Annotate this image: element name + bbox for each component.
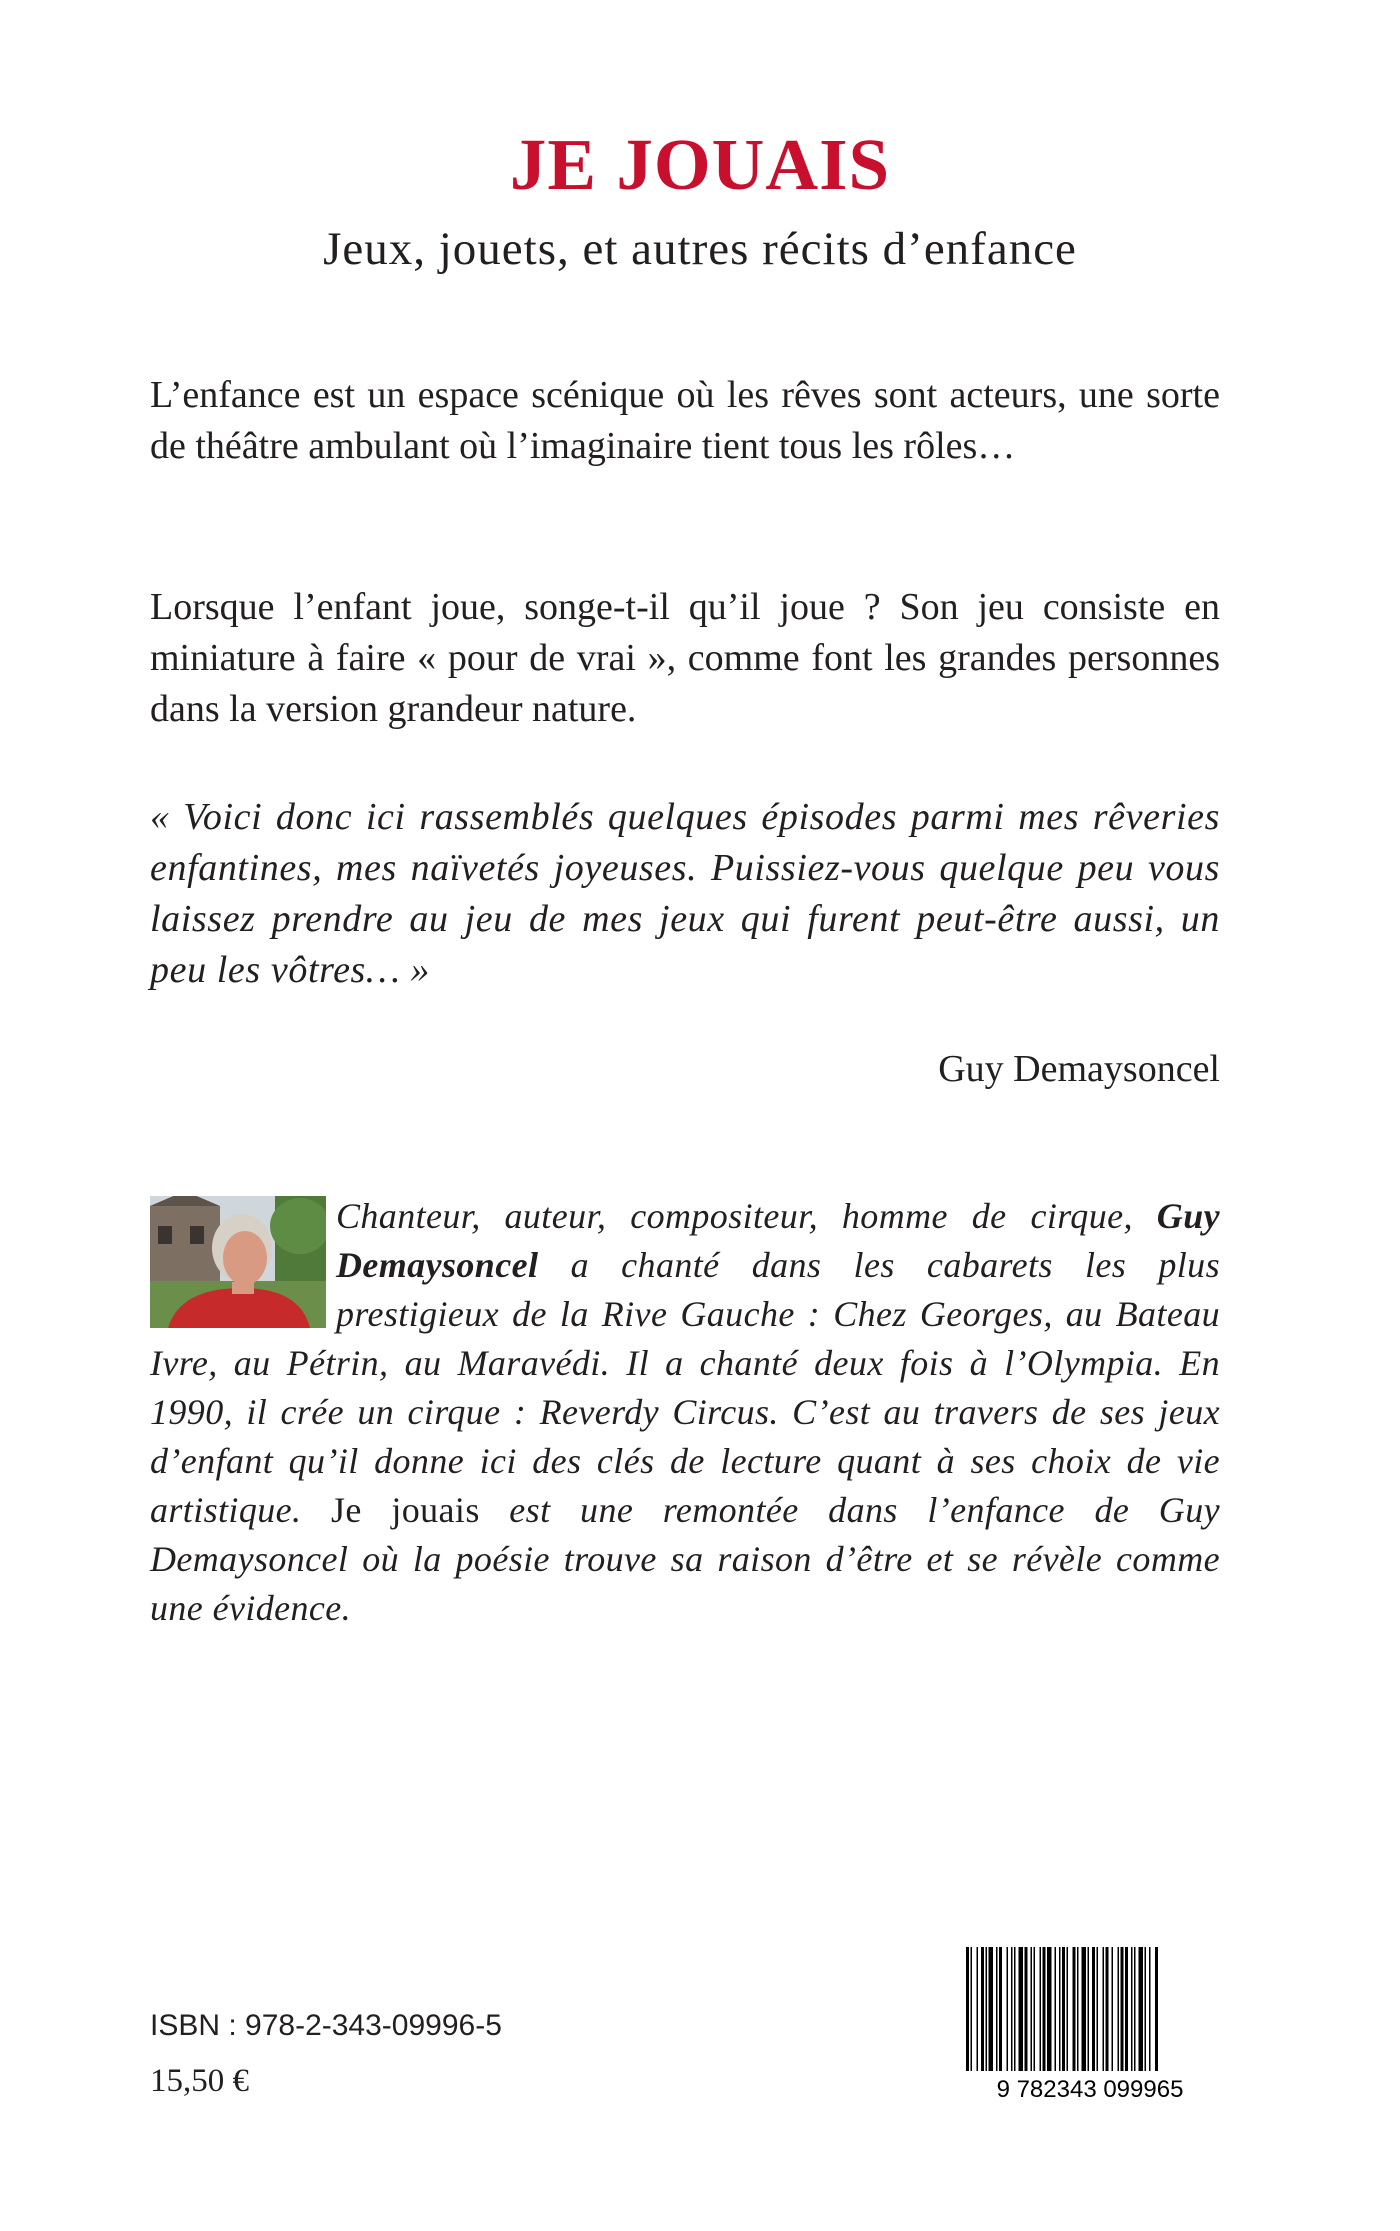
barcode-bar — [1092, 1947, 1095, 2071]
barcode-bar — [1118, 1947, 1120, 2071]
barcode-bar — [1011, 1947, 1013, 2071]
barcode-number: 9 782343 099965 — [996, 2076, 1184, 2103]
barcode-bar — [1031, 1947, 1033, 2071]
second-paragraph: Lorsque l’enfant joue, songe-t-il qu’il joue ? Son jeu consiste en miniature à faire « pour de vrai », comme font les grandes personnes dans la version grandeur nature. — [150, 586, 1220, 730]
book-title: JE JOUAIS — [509, 124, 891, 205]
barcode-bar — [1034, 1947, 1036, 2071]
barcode-bar — [1047, 1947, 1052, 2071]
barcode-bar — [1131, 1947, 1133, 2071]
bio-text-2: a chanté dans les cabarets les plus prestigieux de la Rive Gauche : Chez Georges, au Bateau Ivre, au Pétrin, au Maravédi. Il a chanté deux fois à l’Olympia. En 1990, il crée un cirque : Reverdy Circus. C’est au travers de ses jeux d’enfant qu’il donne ici des clés de lecture quant à ses choix de vie artistique. — [150, 1245, 1220, 1530]
barcode-bar — [1155, 1947, 1158, 2071]
author-photo — [150, 1196, 326, 1328]
barcode-bar — [966, 1947, 969, 2071]
barcode-bar — [1055, 1947, 1057, 2071]
barcode-bar — [1106, 1947, 1109, 2071]
barcode-bar — [1067, 1947, 1069, 2071]
barcode-bar — [977, 1947, 979, 2071]
barcode-bar — [1007, 1947, 1009, 2071]
barcode-bar — [1019, 1947, 1024, 2071]
barcode-bar — [1082, 1947, 1087, 2071]
barcode-bar — [981, 1947, 984, 2071]
barcode-bar — [1125, 1947, 1128, 2071]
barcode-bar — [1097, 1947, 1099, 2071]
barcode-bar — [1134, 1947, 1136, 2071]
barcode-bar — [1077, 1947, 1079, 2071]
barcode-bar — [1149, 1947, 1151, 2071]
barcode-bar — [996, 1947, 998, 2071]
bio-book-title: Je jouais — [330, 1490, 480, 1530]
barcode-bar — [1040, 1947, 1042, 2071]
barcode-bar — [1139, 1947, 1144, 2071]
barcode-bar — [1121, 1947, 1124, 2071]
book-subtitle: Jeux, jouets, et autres récits d’enfance — [323, 223, 1077, 275]
author-quote: « Voici donc ici rassemblés quelques épisodes parmi mes rêveries enfantines, mes naïvetés joyeuses. Puissiez-vous quelque peu vous laissez prendre au jeu de mes jeux qui furent peut-être aussi, un peu les vôtres… » — [150, 796, 1220, 991]
barcode-bar — [989, 1947, 994, 2071]
barcode-bar — [1043, 1947, 1046, 2071]
barcode-bar — [1062, 1947, 1065, 2071]
price: 15,50 € — [150, 2063, 249, 2099]
isbn: ISBN : 978-2-343-09996-5 — [150, 2009, 502, 2042]
bio-author-name: Guy Demaysoncel — [336, 1196, 1220, 1285]
barcode-bar — [971, 1947, 973, 2071]
barcode-bar — [986, 1947, 988, 2071]
barcode-bar — [1073, 1947, 1076, 2071]
barcode-bar — [1088, 1947, 1090, 2071]
barcode-bar — [1112, 1947, 1114, 2071]
author-photo-illustration — [150, 1196, 326, 1328]
intro-paragraph: L’enfance est un espace scénique où les rêves sont acteurs, une sorte de théâtre ambulant où l’imaginaire tient tous les rôles… — [150, 374, 1220, 467]
bio-text-1: Chanteur, auteur, compositeur, homme de cirque, — [336, 1196, 1157, 1236]
barcode-bar — [1025, 1947, 1028, 2071]
barcode-bar — [1103, 1947, 1105, 2071]
barcode-bar — [1145, 1947, 1147, 2071]
quote-signature: Guy Demaysoncel — [938, 1048, 1220, 1090]
barcode-bar — [1014, 1947, 1016, 2071]
bio-text-3: est une remontée dans l’enfance de Guy Demaysoncel où la poésie trouve sa raison d’être et se révèle comme une évidence. — [150, 1490, 1220, 1628]
barcode-bar — [999, 1947, 1002, 2071]
barcode — [960, 1943, 1220, 2103]
barcode-bar — [1059, 1947, 1061, 2071]
